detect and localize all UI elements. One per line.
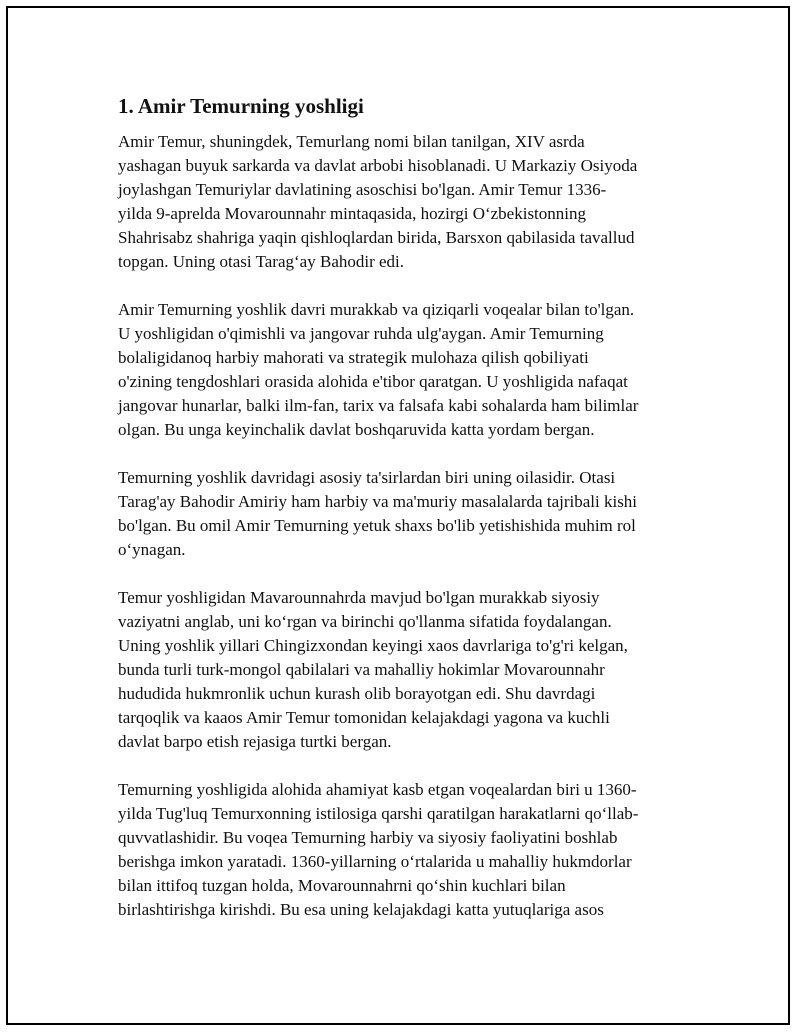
paragraph-4: Temur yoshligidan Mavarounnahrda mavjud bo'lgan murakkab siyosiy vaziyatni anglab, uni koʻrgan va birinchi qo'llanma sifatida foydalangan. Uning yoshlik yillari Chingizxondan keyingi xaos davrlariga to'g'ri kelgan, bunda turli turk-mongol qabilalari va mahalliy hokimlar Movarounnahr hududida hukmronlik uchun kurash olib borayotgan edi. Shu davrdagi tarqoqlik va kaaos Amir Temur tomonidan kelajakdagi yagona va kuchli davlat barpo etish rejasiga turtki bergan. bbox=[118, 588, 628, 751]
section-heading: 1. Amir Temurning yoshligi bbox=[118, 94, 364, 118]
paragraph-2: Amir Temurning yoshlik davri murakkab va qiziqarli voqealar bilan to'lgan. U yoshligidan o'qimishli va jangovar ruhda ulg'aygan. Amir Temurning bolaligidanoq harbiy mahorati va strategik mulohaza qilish qobiliyati o'zining tengdoshlari orasida alohida e'tibor qaratgan. U yoshligida nafaqat jangovar hunarlar, balki ilm-fan, tarix va falsafa kabi sohalarda ham bilimlar olgan. Bu unga keyinchalik davlat boshqaruvida katta yordam bergan. bbox=[118, 300, 639, 439]
paragraph-1: Amir Temur, shuningdek, Temurlang nomi bilan tanilgan, XIV asrda yashagan buyuk sarkarda va davlat arbobi hisoblanadi. U Markaziy Osiyoda joylashgan Temuriylar davlatining asoschisi bo'lgan. Amir Temur 1336- yilda 9-aprelda Movarounnahr mintaqasida, hozirgi Oʻzbekistonning Shahrisabz shahriga yaqin qishloqlardan birida, Barsxon qabilasida tavallud topgan. Uning otasi Taragʻay Bahodir edi. bbox=[118, 132, 638, 271]
paragraph-3: Temurning yoshlik davridagi asosiy ta'sirlardan biri uning oilasidir. Otasi Tarag'ay Bahodir Amiriy ham harbiy va ma'muriy masalalarda tajribali kishi bo'lgan. Bu omil Amir Temurning yetuk shaxs bo'lib yetishishida muhim rol oʻynagan. bbox=[118, 468, 638, 559]
paragraph-5: Temurning yoshligida alohida ahamiyat kasb etgan voqealardan biri u 1360- yilda Tug'luq Temurxonning istilosiga qarshi qaratilgan harakatlarni qoʻllab- quvvatlashidir. Bu voqea Temurning harbiy va siyosiy faoliyatini boshlab berishga imkon yaratadi. 1360-yillarning oʻrtalarida u mahalliy hukmdorlar bilan ittifoq tuzgan holda, Movarounnahrni qoʻshin kuchlari bilan birlashtirishga kirishdi. Bu esa uning kelajakdagi katta yutuqlariga asos bbox=[118, 780, 639, 919]
document-body bbox=[118, 92, 688, 946]
